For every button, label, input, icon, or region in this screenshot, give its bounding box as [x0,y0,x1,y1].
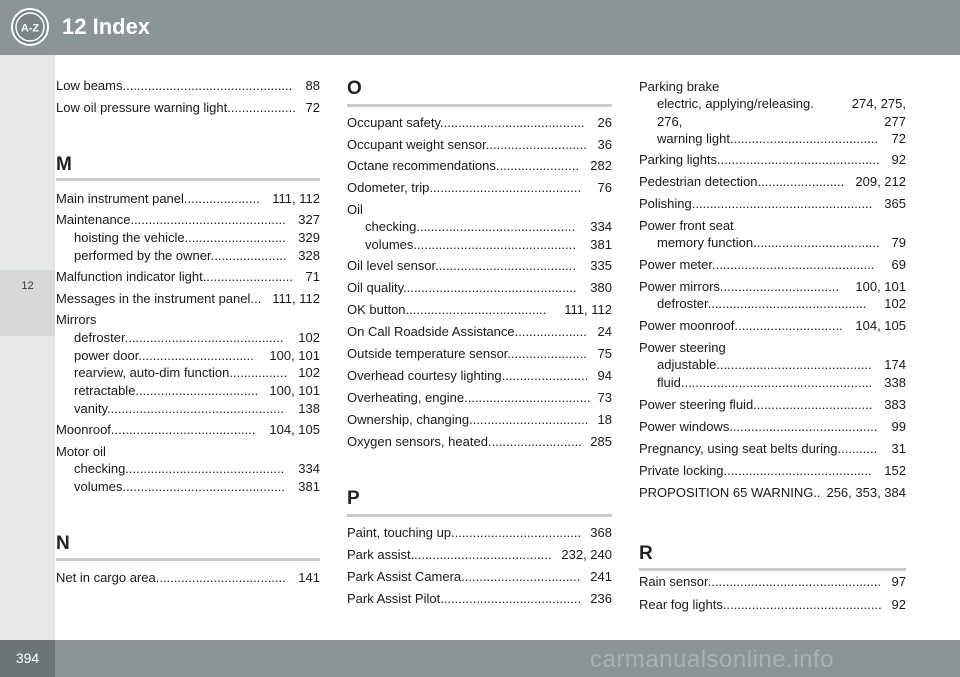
index-entry: Rain sensor................................................ 97 [639,574,906,589]
index-entry: Odometer, trip.......................................... 76 [347,180,612,195]
index-entry: Net in cargo area.................................... 141 [56,570,320,585]
index-subentry: defroster............................................ 102 [657,296,906,311]
index-entry: Rear fog lights............................................ 92 [639,597,906,612]
index-subentry: adjustable........................................... 174 [657,357,906,372]
chapter-tab-label: 12 [21,280,34,292]
chapter-header [0,0,960,55]
index-subentry: rearview, auto-dim function................ 102 [74,365,320,380]
index-entry: Ownership, changing................................. 18 [347,412,612,427]
index-subentry: checking............................................ 334 [365,219,612,234]
index-subentry: power door................................ 100, 101 [74,348,320,363]
index-entry: Oxygen sensors, heated.......................... 285 [347,434,612,449]
index-entry: Park Assist Pilot....................................... 236 [347,591,612,606]
index-entry: Low beams............................................... 88 [56,78,320,93]
section-rule [56,558,320,561]
section-rule [347,104,612,107]
section-letter: P [347,488,360,509]
section-letter: M [56,154,72,175]
index-entry: Power front seat [639,218,734,233]
index-entry: Oil [347,202,363,217]
index-entry: Motor oil [56,444,106,459]
index-entry: Parking lights............................................. 92 [639,152,906,167]
section-rule [639,568,906,571]
index-entry: OK button....................................... 111, 112 [347,302,612,317]
a-z-index-icon [10,7,50,47]
index-entry: Power steering [639,340,726,355]
index-subentry: checking............................................ 334 [74,461,320,476]
index-entry: Overhead courtesy lighting........................ 94 [347,368,612,383]
section-letter: R [639,543,653,564]
svg-text:A-Z: A-Z [20,22,40,35]
index-subentry: electric, applying/releasing. 274, 275, [657,96,906,111]
index-entry: Power meter............................................. 69 [639,257,906,272]
index-subentry: fluid..................................................... 338 [657,375,906,390]
section-rule [56,178,320,181]
index-entry: Oil level sensor....................................... 335 [347,258,612,273]
index-entry: PROPOSITION 65 WARNING.. 256, 353, 384 [639,485,906,500]
index-entry: Private locking......................................... 152 [639,463,906,478]
index-entry: Park Assist Camera................................. 241 [347,569,612,584]
page-number: 394 [0,640,55,677]
index-entry: Pregnancy, using seat belts during........... 31 [639,441,906,456]
chapter-side-strip [0,55,55,640]
index-entry: Oil quality................................................ 380 [347,280,612,295]
chapter-tab [0,270,55,336]
index-entry: Pedestrian detection........................ 209, 212 [639,174,906,189]
index-entry: Malfunction indicator light......................... 71 [56,269,320,284]
index-subentry: defroster............................................ 102 [74,330,320,345]
index-entry: Mirrors [56,312,97,327]
index-entry: Outside temperature sensor...................... 75 [347,346,612,361]
index-entry: Parking brake [639,79,720,94]
index-entry: Power mirrors................................. 100, 101 [639,279,906,294]
section-rule [347,514,612,517]
chapter-title: 12 Index [62,14,151,39]
index-entry: Paint, touching up.................................... 368 [347,525,612,540]
index-subentry: warning light......................................... 72 [657,131,906,146]
index-entry: Octane recommendations....................... 282 [347,158,612,173]
index-subentry: memory function................................... 79 [657,235,906,250]
index-entry: Park assist....................................... 232, 240 [347,547,612,562]
index-subentry: vanity................................................. 138 [74,401,320,416]
index-entry: Occupant weight sensor............................ 36 [347,137,612,152]
index-entry: Power moonroof.............................. 104, 105 [639,318,906,333]
index-entry: Power steering fluid................................. 383 [639,397,906,412]
index-subentry: volumes............................................. 381 [365,237,612,252]
index-entry: Moonroof........................................ 104, 105 [56,422,320,437]
index-subentry: performed by the owner..................... 328 [74,248,320,263]
index-entry: Overheating, engine................................... 73 [347,390,612,405]
section-letter: N [56,533,70,554]
index-entry: Low oil pressure warning light................... 72 [56,100,320,115]
index-entry: Messages in the instrument panel... 111, 112 [56,291,320,306]
index-entry: On Call Roadside Assistance.................... 24 [347,324,612,339]
watermark: carmanualsonline.info [590,646,834,673]
index-subentry: hoisting the vehicle............................ 329 [74,230,320,245]
index-entry: Main instrument panel..................... 111, 112 [56,191,320,206]
section-letter: O [347,78,362,99]
index-subentry: volumes............................................. 381 [74,479,320,494]
index-subentry: retractable.................................. 100, 101 [74,383,320,398]
index-entry: Power windows......................................... 99 [639,419,906,434]
index-entry: Polishing.................................................. 365 [639,196,906,211]
index-entry: Occupant safety........................................ 26 [347,115,612,130]
index-subentry: 276, 277 [657,114,906,129]
index-entry: Maintenance........................................... 327 [56,212,320,227]
